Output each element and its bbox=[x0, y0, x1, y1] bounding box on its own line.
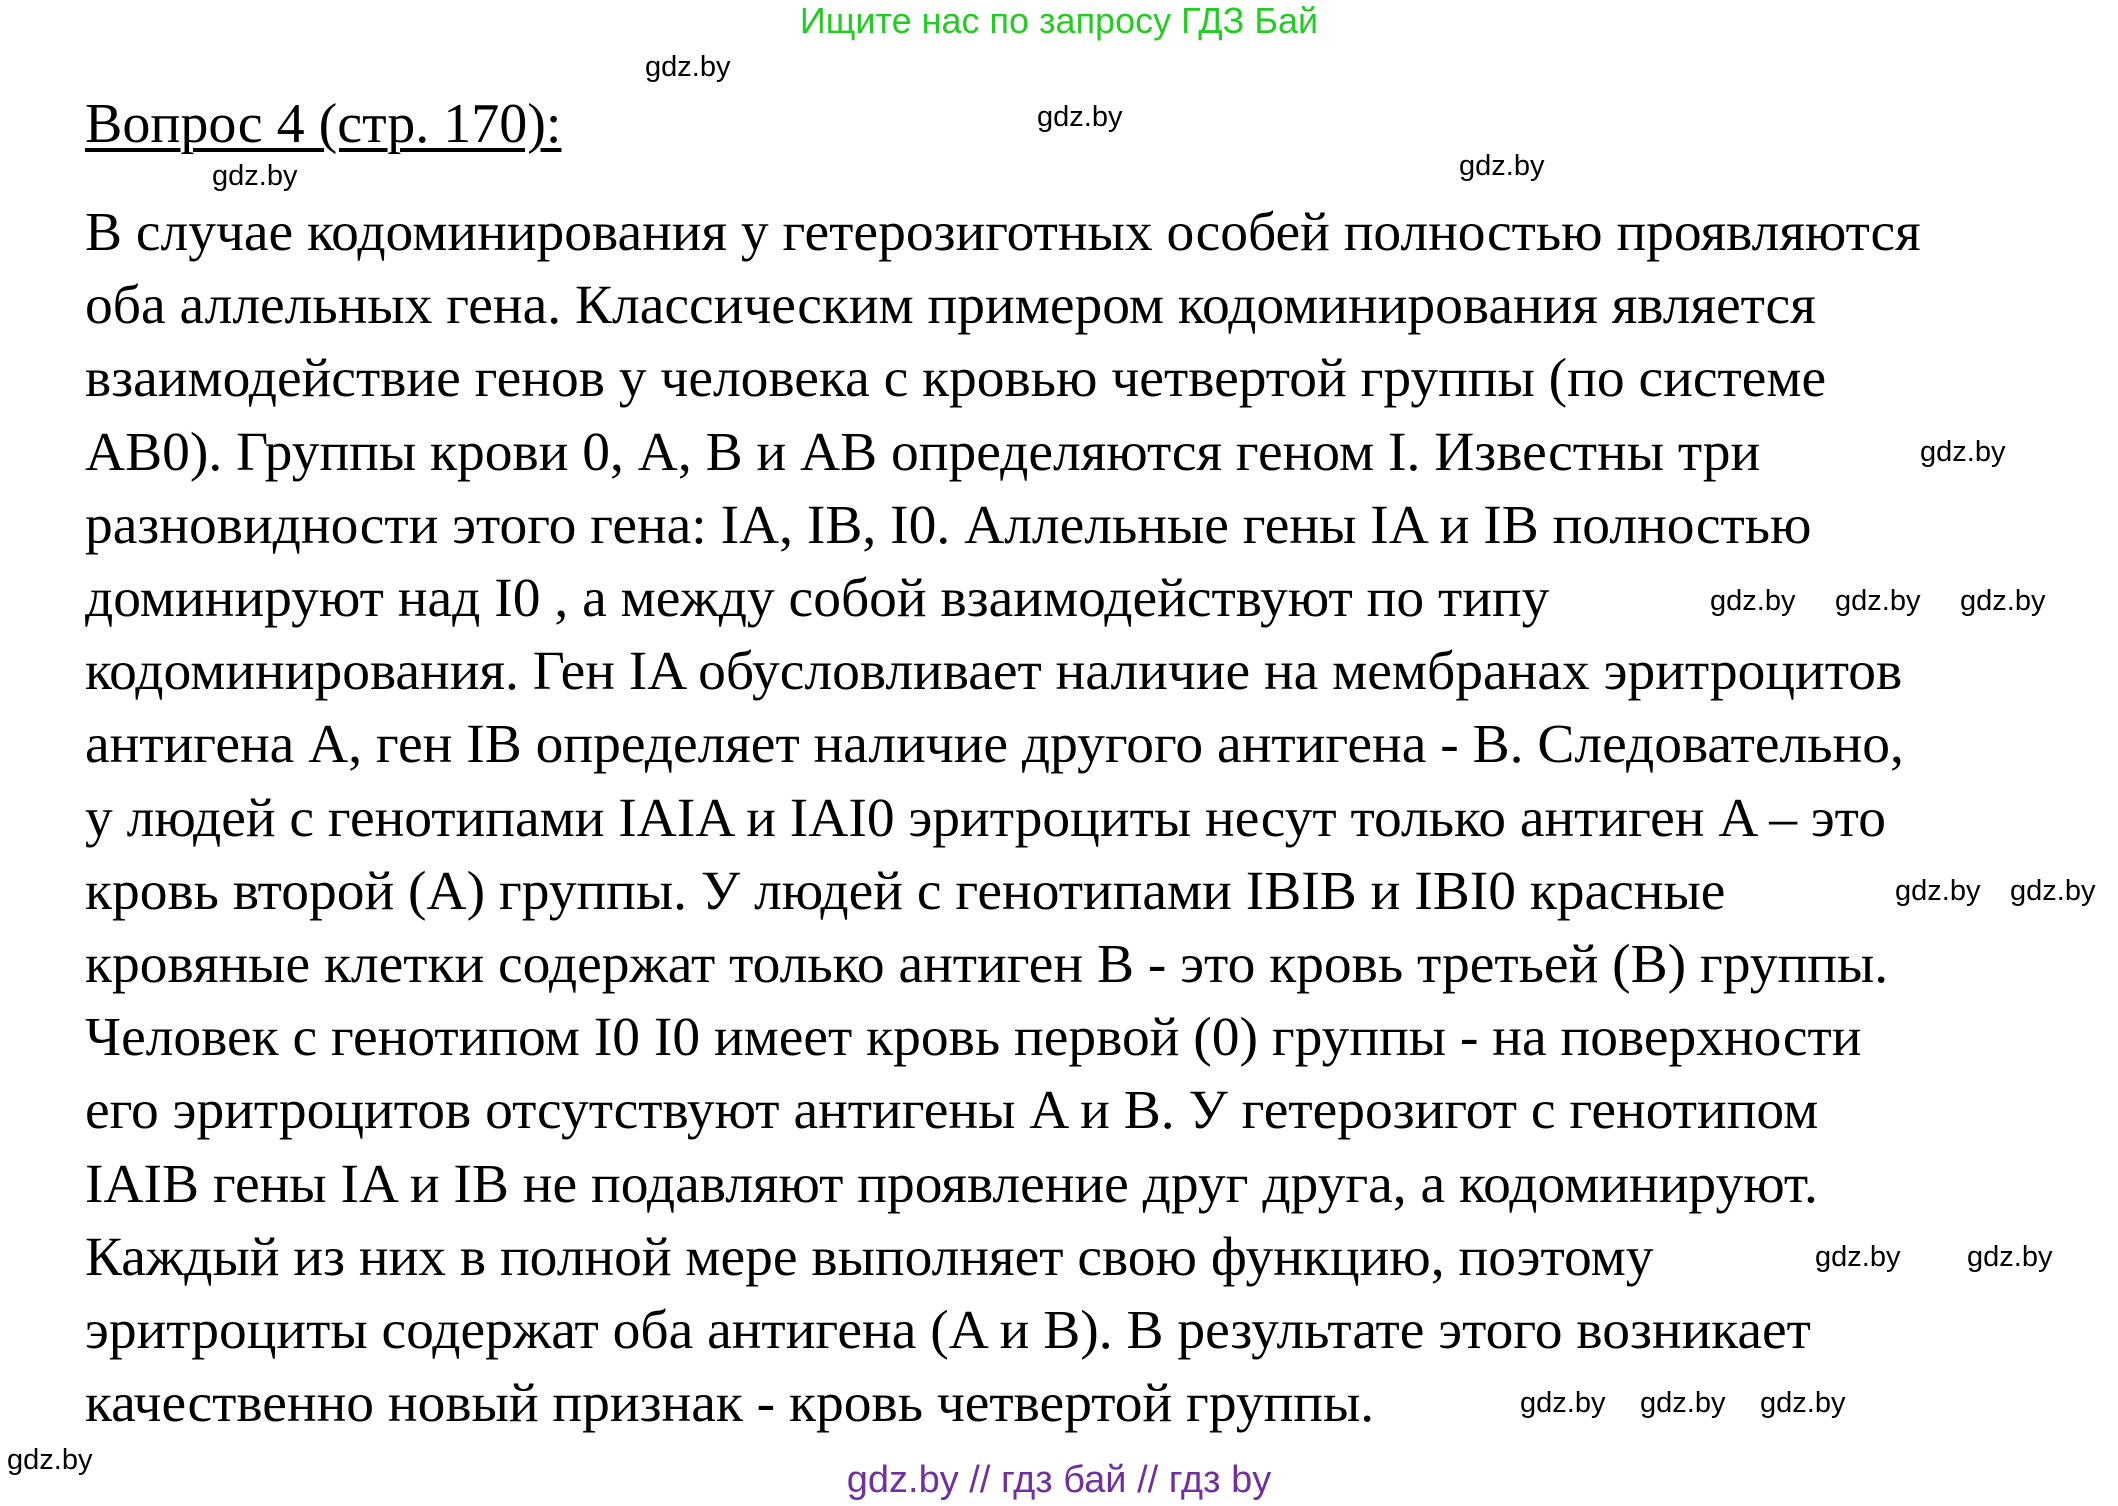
text-line: взаимодействие генов у человека с кровью четвертой группы (по системе bbox=[85, 348, 1827, 410]
text-line: у людей с генотипами IAIA и IAI0 эритроциты несут только антиген A – это bbox=[85, 787, 1886, 849]
text-line: кодоминирования. Ген IA обусловливает наличие на мембранах эритроцитов bbox=[85, 641, 1903, 703]
text-line: разновидности этого гена: IA, IB, I0. Аллельные гены IA и IB полностью bbox=[85, 494, 1812, 556]
text-line: эритроциты содержат оба антигена (A и B). В результате этого возникает bbox=[85, 1300, 1811, 1362]
watermark: gdz.by bbox=[1960, 585, 2046, 617]
watermark: gdz.by bbox=[1920, 436, 2006, 468]
question-title: Вопрос 4 (стр. 170): bbox=[85, 93, 562, 155]
text-line: оба аллельных гена. Классическим примером кодоминирования является bbox=[85, 275, 1816, 337]
watermark: gdz.by bbox=[1815, 1241, 1901, 1273]
text-line: IAIB гены IA и IB не подавляют проявление друг друга, а кодоминируют. bbox=[85, 1153, 1818, 1215]
footer-links: gdz.by // гдз бай // гдз by bbox=[846, 1459, 1272, 1501]
promo-banner: Ищите нас по запросу ГДЗ Бай bbox=[799, 0, 1319, 41]
text-line: антигена A, ген IB определяет наличие другого антигена - B. Следовательно, bbox=[85, 714, 1904, 776]
watermark: gdz.by bbox=[1895, 875, 1981, 907]
text-line: кровь второй (A) группы. У людей с генотипами IBIB и IBI0 красные bbox=[85, 860, 1726, 922]
watermark: gdz.by bbox=[2010, 875, 2096, 907]
text-line: AB0). Группы крови 0, A, B и AB определяются геном I. Известны три bbox=[85, 421, 1761, 483]
text-line: Человек с генотипом I0 I0 имеет кровь первой (0) группы - на поверхности bbox=[85, 1007, 1862, 1069]
watermark: gdz.by bbox=[1640, 1387, 1726, 1419]
watermark: gdz.by bbox=[1459, 150, 1545, 182]
watermark: gdz.by bbox=[1967, 1241, 2053, 1273]
watermark: gdz.by bbox=[1520, 1387, 1606, 1419]
watermark: gdz.by bbox=[1760, 1387, 1846, 1419]
text-line: его эритроцитов отсутствуют антигены A и B. У гетерозигот с генотипом bbox=[85, 1080, 1819, 1142]
text-line: В случае кодоминирования у гетерозиготных особей полностью проявляются bbox=[85, 202, 1921, 263]
answer-text bbox=[85, 196, 1921, 1440]
text-line: Каждый из них в полной мере выполняет свою функцию, поэтому bbox=[85, 1226, 1654, 1288]
watermark: gdz.by bbox=[1835, 585, 1921, 617]
watermark: gdz.by bbox=[212, 160, 298, 192]
watermark: gdz.by bbox=[7, 1444, 93, 1476]
watermark: gdz.by bbox=[645, 51, 731, 83]
watermark: gdz.by bbox=[1710, 585, 1796, 617]
text-line: кровяные клетки содержат только антиген B - это кровь третьей (B) группы. bbox=[85, 934, 1889, 996]
text-line: доминируют над I0 , а между собой взаимодействуют по типу bbox=[85, 568, 1550, 630]
text-line: качественно новый признак - кровь четвертой группы. bbox=[85, 1373, 1375, 1435]
watermark: gdz.by bbox=[1037, 101, 1123, 133]
